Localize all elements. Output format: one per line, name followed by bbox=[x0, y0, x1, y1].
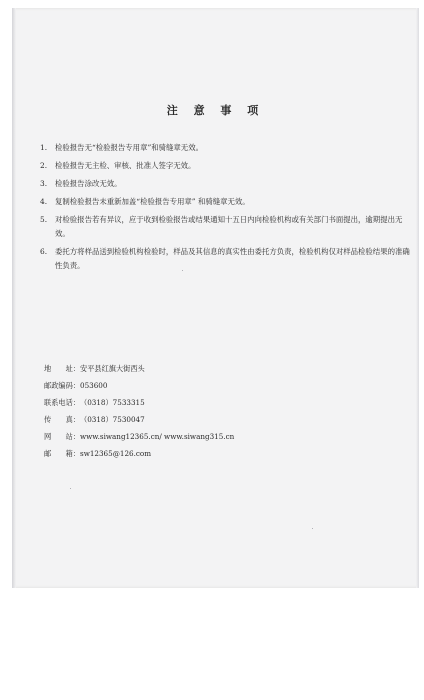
contact-row-fax bbox=[44, 411, 404, 428]
contact-row-email bbox=[44, 445, 404, 462]
notice-item-1 bbox=[40, 141, 410, 155]
notice-item-text: 对检验报告若有异议，应于收到检验报告或结果通知十五日内向检验机构或有关部门书面提出，逾期提出无效。 bbox=[55, 215, 403, 238]
notice-item-4 bbox=[40, 195, 410, 209]
contact-row-website bbox=[44, 428, 404, 445]
phone-value: （0318）7533315 bbox=[80, 398, 145, 407]
email-label-char: 箱： bbox=[65, 449, 80, 458]
fax-value: （0318）7530047 bbox=[80, 415, 145, 424]
scan-speck bbox=[70, 488, 71, 489]
scan-shadow-left bbox=[12, 8, 16, 588]
website-label bbox=[44, 428, 80, 445]
notice-item-number: 4. bbox=[40, 197, 48, 206]
postcode-label: 邮政编码： bbox=[44, 381, 80, 390]
fax-label-char: 传 bbox=[44, 415, 52, 424]
scan-speck bbox=[182, 270, 183, 271]
notice-item-text: 检验报告无“检验报告专用章”和骑缝章无效。 bbox=[55, 143, 203, 152]
email-value: sw12365@126.com bbox=[80, 449, 152, 458]
website-label-char: 站： bbox=[65, 432, 80, 441]
address-value: 安平县红旗大街西头 bbox=[80, 364, 145, 373]
notice-item-number: 6. bbox=[40, 247, 48, 256]
notice-item-number: 3. bbox=[40, 179, 48, 188]
email-label bbox=[44, 445, 80, 462]
notice-item-6 bbox=[40, 245, 410, 273]
address-label-char: 址： bbox=[65, 364, 80, 373]
notice-item-text: 检验报告无主检、审核、批准人签字无效。 bbox=[55, 161, 196, 170]
contact-info bbox=[44, 360, 404, 462]
notice-item-text: 检验报告涂改无效。 bbox=[55, 179, 122, 188]
notice-item-text: 委托方将样品送到检验机构检验时，样品及其信息的真实性由委托方负责，检验机构仅对样品检验结果的准确性负责。 bbox=[55, 247, 410, 270]
address-label bbox=[44, 360, 80, 377]
notice-list bbox=[40, 141, 410, 277]
notice-item-2 bbox=[40, 159, 410, 173]
address-label-char: 地 bbox=[44, 364, 52, 373]
contact-row-postcode bbox=[44, 377, 404, 394]
fax-label bbox=[44, 411, 80, 428]
notice-item-text: 复制检验报告未重新加盖“检验报告专用章” 和骑缝章无效。 bbox=[55, 197, 250, 206]
phone-label: 联系电话： bbox=[44, 398, 80, 407]
notice-item-5 bbox=[40, 213, 410, 241]
notice-item-number: 5. bbox=[40, 215, 48, 224]
notice-title: 注 意 事 项 bbox=[166, 104, 265, 117]
notice-item-3 bbox=[40, 177, 410, 191]
notice-item-number: 2. bbox=[40, 161, 48, 170]
fax-label-char: 真： bbox=[65, 415, 80, 424]
website-label-char: 网 bbox=[44, 432, 52, 441]
contact-row-phone bbox=[44, 394, 404, 411]
email-label-char: 邮 bbox=[44, 449, 52, 458]
scanned-document-page bbox=[12, 8, 419, 588]
scan-shadow-right bbox=[416, 8, 419, 588]
postcode-value: 053600 bbox=[80, 381, 108, 390]
website-value: www.siwang12365.cn/ www.siwang315.cn bbox=[80, 432, 235, 441]
contact-row-address bbox=[44, 360, 404, 377]
notice-item-number: 1. bbox=[40, 143, 48, 152]
scan-speck bbox=[312, 528, 313, 529]
